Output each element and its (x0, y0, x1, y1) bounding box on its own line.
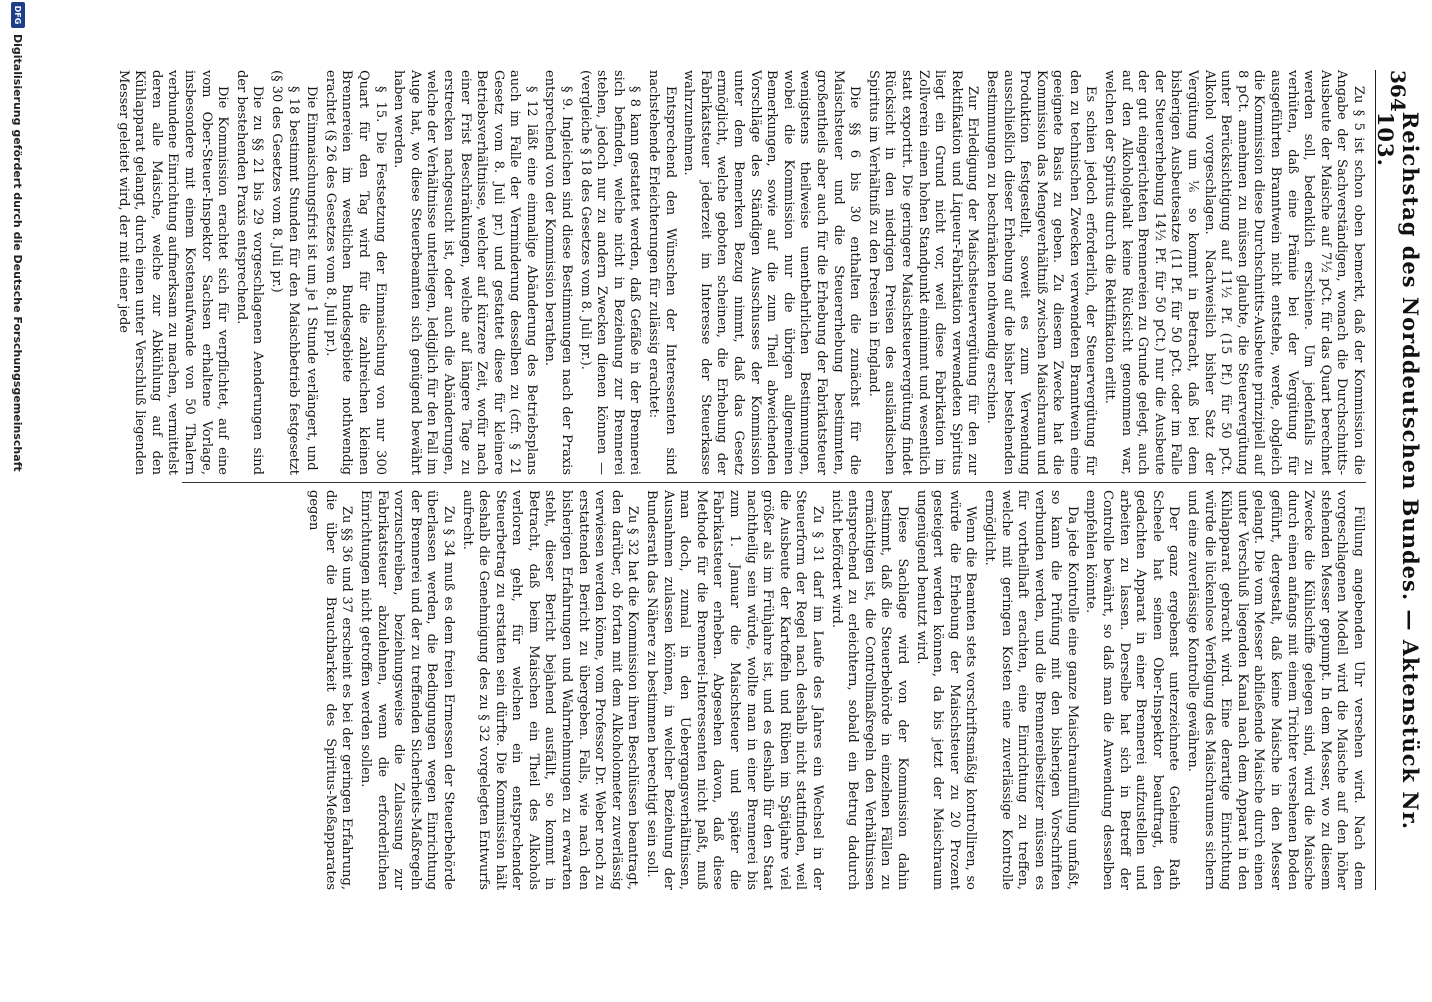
page-number: 364 (1386, 70, 1410, 112)
paragraph: Wenn die Beamten stets vorschriftsmäßig kontrolliren, so würde die Erhebung der Maischsteuer zu 20 Prozent gesteigert werden können, da bis jetzt der Maischraum ungenügend benutzt wird. (913, 490, 979, 890)
paragraph: Die Kommission erachtet sich für verpflichtet, auf eine vom Ober-Steuer-Inspektor Sachsen erhaltene Vorlage, insbesondere mit einem Kostenaufwande von 50 Thalern verbundene Einrichtung aufmerksam zu machen, vermittelst deren alle Maische, welche zur Abkühlung auf den Kühlapparat gelangt, durch einen unter Verschluß liegenden Messer geleitet wird, der mit einer jede (115, 70, 231, 475)
paragraph: § 9. Ingleichen sind diese Bestimmungen nach der Praxis entsprechend von der Kommission berathen. (542, 70, 575, 475)
left-text-column (115, 70, 1366, 475)
paragraph: Die §§ 6 bis 30 enthalten die zunächst für die Maischsteuer und die Steuererhebung bestimmten, großentheils aber auch für die Erhebung der Fabrikatsteuer wenigstens theilweise unentbehrlichen Bestimmungen, wobei die Kommission nur die übrigen allgemeinen Bemerkungen, sowie auf die zum Theil abweichenden Vorschläge des Ständigen Ausschusses der Kommission unter dem Bemerken Bezug nimmt, daß das Gesetz ermöglicht, welche geboten scheinen, die Erhebung der Fabrikatsteuer jederzeit im Interesse der Steuerkasse wahrzunehmen. (681, 70, 863, 475)
paragraph: Zu § 31 darf im Laufe des Jahres ein Wechsel in der Steuerform der Regel nach deshalb nicht stattfinden, weil die Ausbeute der Kartoffeln und Rüben im Spätjahre viel größer als im Frühjahre ist, und es deshalb für den Staat nachtheilig sein würde, wollte man in einer Brennerei bis zum 1. Januar die Maischsteuer und später die Fabrikatsteuer erheben. Abgesehen davon, daß diese Methode für die Brennerei-Interessenten nicht paßt, muß man doch, zumal in den Uebergangsverhältnissen, Ausnahmen zulassen können, in welcher Beziehung der Bundesrath das Nähere zu bestimmen berechtigt sein soll. (644, 490, 825, 890)
paragraph: Es schien jedoch erforderlich, der Steuervergütung für den zu technischen Zwecken verwendeten Branntwein eine geeignete Basis zu geben. Zu diesem Zwecke hat die Kommission das Mengeverhältniß zwischen Maischraum und Produktion festgestellt, soweit es zum Verwendung ausschließlich dieser Erhebung auf die bisher bestehenden Bestimmungen zu beschränken nothwendig erschien. (983, 70, 1099, 475)
paragraph: Die Einmaischungsfrist ist um je 1 Stunde verlängert, und (304, 86, 320, 471)
paragraph: § 18 bestimmt Stunden für den Maischbetrieb festgesetzt (§ 30 des Gesetzes vom 8. Juli pr.) (269, 70, 301, 475)
paragraph: Zu § 5 ist schon oben bemerkt, daß der Kommission die Angabe der Sachverständigen, wonach die Durchschnitts-Ausbeute der Maische auf 7½ pCt. für das Quart berechnet werden soll, bedenklich erschiene. Um jedenfalls zu verhüten, daß eine Prämie bei der Vergütung für ausgeführten Branntwein nicht entstehe, werde, obgleich die Kommission diese Durchschnitts-Ausbeute prinzipiell auf 8 pCt. annehmen zu müssen glaubte, die Steuervergütung unter Berücksichtigung auf 11½ Pf. (15 Pf.) für 50 pCt. Alkohol vorgeschlagen. Nachweislich bisher Satz der Vergütung um ⅙ so kommt in Betracht, daß bei dem bisherigen Ausbeutesatze (11 Pf. für 50 pCt. oder im Falle der Steuererhebung 14½ Pf. für 50 pCt.) nur die Ausbeute der gut eingerichteten Brennereien zu Grunde gelegt, auch auf den Alkoholgehalt keine Rücksicht genommen war, welchen der Spiritus durch die Rektifikation erlitt. (1102, 70, 1366, 475)
column-divider (182, 482, 1366, 483)
paragraph: Da jede Kontrolle eine ganze Maischraumfüllung umfaßt, so kann die Prüfung mit den bisherigen Vorschriften verbunden werden, und die Brennereibesitzer müssen es für vortheilhaft erachten, eine Einrichtung zu treffen, welche mit geringen Kosten eine zuverlässige Kontrolle ermöglicht. (981, 490, 1080, 890)
header-rule (1375, 70, 1376, 890)
paragraph: Zu § 32 hat die Kommission ihren Beschlüssen beantragt, den darüber, ob fortan mit dem Alkoholometer zuverlässig verwiesen werden könne, vom Professor Dr. Weber noch zu erstattenden Bericht zu übergeben. Falls, wie nach den bisherigen Erfahrungen und Wahrnehmungen zu erwarten steht, dieser Bericht bejahend ausfällt, so kommt in Betracht, daß beim Maischen ein Theil des Alkohols verloren geht, für welchen ein entsprechender Steuerbetrag zu erstatten sein dürfte. Die Kommission hält deshalb die Genehmigung des zu § 32 vorgelegten Entwurfs aufrecht. (459, 490, 641, 890)
paragraph: Die zu §§ 21 bis 29 vorgeschlagenen Aenderungen sind der bestehenden Praxis entsprechend. (233, 70, 266, 475)
paragraph: Entsprechend den Wünschen der Interessenten sind nachstehende Erleichterungen für zulässig erachtet: (646, 70, 678, 475)
paragraph: § 15. Die Festsetzung der Einmaischung von nur 300 Quart für den Tag wird für die zahlreichen kleinen Brennereien im westlichen Bundesgebiete nothwendig erachtet (§ 26 des Gesetzes vom 8. Juli pr.). (322, 70, 388, 475)
paragraph: § 8 kann gestattet werden, daß Gefäße in der Brennerei sich befinden, welche nicht in Beziehung zur Brennerei stehen, jedoch nur zu andern Zwecken dienen können — (vergleiche § 18 des Gesetzes vom 8. Juli pr.). (577, 70, 643, 475)
running-title: Reichstag des Norddeutschen Bundes. — Aktenstück Nr. 103. (1373, 111, 1423, 831)
paragraph: Zu §§ 36 und 37 erscheint es bei der geringen Erfahrung, die über die Brauchbarkeit des Spiritus-Meßapparates gegen (306, 490, 355, 890)
page-header (1373, 70, 1423, 890)
paragraph: Diese Sachlage wird von der Kommission dahin bestimmt, daß die Steuerbehörde in einzelnen Fällen zu ermächtigen ist, die Controllmaßregeln den Verhältnissen entsprechend zu erleichtern, sobald ein Betrug dadurch nicht befördert wird. (828, 490, 910, 890)
paragraph: Füllung angebenden Uhr versehen wird. Nach dem vorgeschlagenen Modell wird die Maische auf den höher stehenden Messer gepumpt. In dem Messer, wo zu diesem Zwecke die Kühlschiffe gelegen sind, wird die Maische durch einen anfangs mit einem Trichter versehenen Boden geführt, dergestalt, daß keine Maische in den Messer gelangt. Die vom Messer abfließende Maische durch einen unter Verschluß liegenden Kanal nach dem Apparat in den Kühlapparat gebracht wird. Eine derartige Einrichtung würde die lückenlose Verfolgung des Maischraumes sichern und eine zuverlässige Kontrolle gewähren. (1185, 490, 1366, 890)
dfg-logo: DFG (11, 2, 25, 28)
paragraph: Zur Erledigung der Maischsteuervergütung für den zur Rektifikation und Liqueur-Fabrikation verwendeten Spiritus liegt ein Grund nicht vor, weil diese Fabrikation im Zollverein einen hohen Standpunkt einnimmt und wesentlich statt exportirt. Die geringere Maischsteuervergütung findet Rücksicht in den niedrigen Preisen des ausländischen Spiritus im Verhältniß zu den Preisen in England. (865, 70, 981, 475)
digitization-credit (8, 0, 28, 1002)
paragraph: Der ganz ergebenst unterzeichnete Geheime Rath Scheele hat seinen Ober-Inspektor beauftragt, den gedachten Apparat in einer Brennerei aufzustellen und arbeiten zu lassen. Derselbe hat sich in Betreff der Controlle bewährt, so daß man die Anwendung desselben empfehlen könnte. (1083, 490, 1182, 890)
paragraph: § 12 läßt eine einmalige Abänderung des Betriebsplans auch im Falle der Verminderung desselben zu (cfr. § 21 Gesetz vom 8. Juli pr.) und gestattet diese für kleinere Betriebsverhältnisse, welcher auf kürzere Zeit, wofür nach einer Frist Beschränkungen, welche auf längere Tage zu erstrecken nachgesucht ist, oder auch die Abänderungen, welche der Verhältnisse unterliegen, lediglich für den Fall im Auge hat, wo diese Steuerbeamten sich genügend bewährt haben werden. (391, 70, 539, 475)
credit-text: Digitalisierung gefördert durch die Deutsche Forschungsgemeinschaft (11, 34, 25, 472)
paragraph: Zu § 34 muß es dem freien Ermessen der Steuerbehörde überlassen werden, die Bedingungen wegen Einrichtung der Brennerei und der zu treffenden Sicherheits-Maßregeln vorzuschreiben, beziehungsweise die Zulassung zur Fabrikatsteuer abzulehnen, wenn die erforderlichen Einrichtungen nicht getroffen werden sollen. (357, 490, 456, 890)
right-text-column (182, 490, 1366, 890)
